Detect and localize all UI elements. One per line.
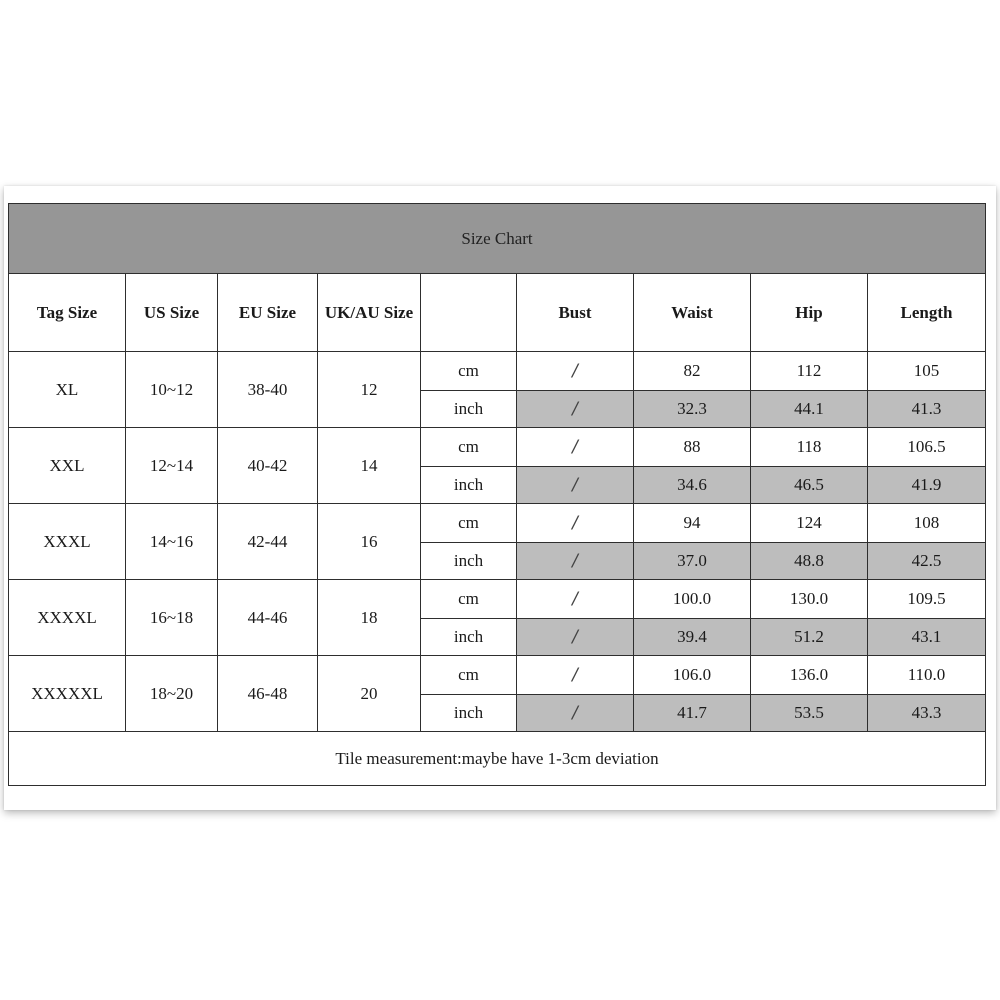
waist-inch-cell: 41.7 bbox=[634, 695, 751, 732]
unit-label-cm: cm bbox=[421, 504, 517, 543]
ukau-size-cell: 18 bbox=[318, 580, 421, 656]
measurement-note: Tile measurement:maybe have 1-3cm deviation bbox=[9, 732, 986, 786]
hip-cm-cell: 130.0 bbox=[751, 580, 868, 619]
us-size-cell: 12~14 bbox=[126, 428, 218, 504]
hip-cm-cell: 124 bbox=[751, 504, 868, 543]
unit-label-inch: inch bbox=[421, 467, 517, 504]
length-inch-cell: 43.3 bbox=[868, 695, 986, 732]
bust-cm-cell: / bbox=[517, 504, 634, 543]
size-row-cm bbox=[9, 504, 986, 543]
chart-title: Size Chart bbox=[9, 204, 986, 274]
bust-cm-cell: / bbox=[517, 352, 634, 391]
bust-cm-cell: / bbox=[517, 580, 634, 619]
hip-inch-cell: 46.5 bbox=[751, 467, 868, 504]
waist-cm-cell: 94 bbox=[634, 504, 751, 543]
tag-size-cell: XXXXXL bbox=[9, 656, 126, 732]
length-cm-cell: 110.0 bbox=[868, 656, 986, 695]
eu-size-cell: 42-44 bbox=[218, 504, 318, 580]
size-row-cm bbox=[9, 656, 986, 695]
bust-cm-cell: / bbox=[517, 656, 634, 695]
waist-inch-cell: 39.4 bbox=[634, 619, 751, 656]
hip-cm-cell: 136.0 bbox=[751, 656, 868, 695]
unit-label-inch: inch bbox=[421, 619, 517, 656]
ukau-size-cell: 12 bbox=[318, 352, 421, 428]
hip-cm-cell: 118 bbox=[751, 428, 868, 467]
tag-size-cell: XXXXL bbox=[9, 580, 126, 656]
size-row-cm bbox=[9, 580, 986, 619]
header-length: Length bbox=[868, 274, 986, 352]
length-cm-cell: 106.5 bbox=[868, 428, 986, 467]
length-inch-cell: 41.9 bbox=[868, 467, 986, 504]
bust-inch-cell: / bbox=[517, 619, 634, 656]
unit-label-cm: cm bbox=[421, 580, 517, 619]
tag-size-cell: XXXL bbox=[9, 504, 126, 580]
unit-label-cm: cm bbox=[421, 352, 517, 391]
length-cm-cell: 105 bbox=[868, 352, 986, 391]
eu-size-cell: 44-46 bbox=[218, 580, 318, 656]
waist-cm-cell: 100.0 bbox=[634, 580, 751, 619]
header-row bbox=[9, 274, 986, 352]
waist-inch-cell: 37.0 bbox=[634, 543, 751, 580]
us-size-cell: 10~12 bbox=[126, 352, 218, 428]
bust-inch-cell: / bbox=[517, 391, 634, 428]
unit-label-inch: inch bbox=[421, 391, 517, 428]
tag-size-cell: XXL bbox=[9, 428, 126, 504]
ukau-size-cell: 20 bbox=[318, 656, 421, 732]
waist-inch-cell: 34.6 bbox=[634, 467, 751, 504]
length-inch-cell: 41.3 bbox=[868, 391, 986, 428]
waist-inch-cell: 32.3 bbox=[634, 391, 751, 428]
header-eu-size: EU Size bbox=[218, 274, 318, 352]
us-size-cell: 18~20 bbox=[126, 656, 218, 732]
header-tag-size: Tag Size bbox=[9, 274, 126, 352]
eu-size-cell: 40-42 bbox=[218, 428, 318, 504]
length-cm-cell: 108 bbox=[868, 504, 986, 543]
hip-cm-cell: 112 bbox=[751, 352, 868, 391]
us-size-cell: 16~18 bbox=[126, 580, 218, 656]
us-size-cell: 14~16 bbox=[126, 504, 218, 580]
header-waist: Waist bbox=[634, 274, 751, 352]
unit-label-cm: cm bbox=[421, 428, 517, 467]
ukau-size-cell: 16 bbox=[318, 504, 421, 580]
bust-inch-cell: / bbox=[517, 467, 634, 504]
size-row-cm bbox=[9, 428, 986, 467]
waist-cm-cell: 82 bbox=[634, 352, 751, 391]
header-unit bbox=[421, 274, 517, 352]
header-hip: Hip bbox=[751, 274, 868, 352]
waist-cm-cell: 106.0 bbox=[634, 656, 751, 695]
unit-label-inch: inch bbox=[421, 695, 517, 732]
length-inch-cell: 43.1 bbox=[868, 619, 986, 656]
hip-inch-cell: 51.2 bbox=[751, 619, 868, 656]
hip-inch-cell: 44.1 bbox=[751, 391, 868, 428]
size-row-cm bbox=[9, 352, 986, 391]
hip-inch-cell: 53.5 bbox=[751, 695, 868, 732]
waist-cm-cell: 88 bbox=[634, 428, 751, 467]
bust-cm-cell: / bbox=[517, 428, 634, 467]
length-cm-cell: 109.5 bbox=[868, 580, 986, 619]
size-chart-table bbox=[8, 203, 986, 786]
eu-size-cell: 38-40 bbox=[218, 352, 318, 428]
bust-inch-cell: / bbox=[517, 695, 634, 732]
bust-inch-cell: / bbox=[517, 543, 634, 580]
unit-label-cm: cm bbox=[421, 656, 517, 695]
header-bust: Bust bbox=[517, 274, 634, 352]
hip-inch-cell: 48.8 bbox=[751, 543, 868, 580]
eu-size-cell: 46-48 bbox=[218, 656, 318, 732]
header-us-size: US Size bbox=[126, 274, 218, 352]
tag-size-cell: XL bbox=[9, 352, 126, 428]
length-inch-cell: 42.5 bbox=[868, 543, 986, 580]
unit-label-inch: inch bbox=[421, 543, 517, 580]
header-ukau-size: UK/AU Size bbox=[318, 274, 421, 352]
ukau-size-cell: 14 bbox=[318, 428, 421, 504]
